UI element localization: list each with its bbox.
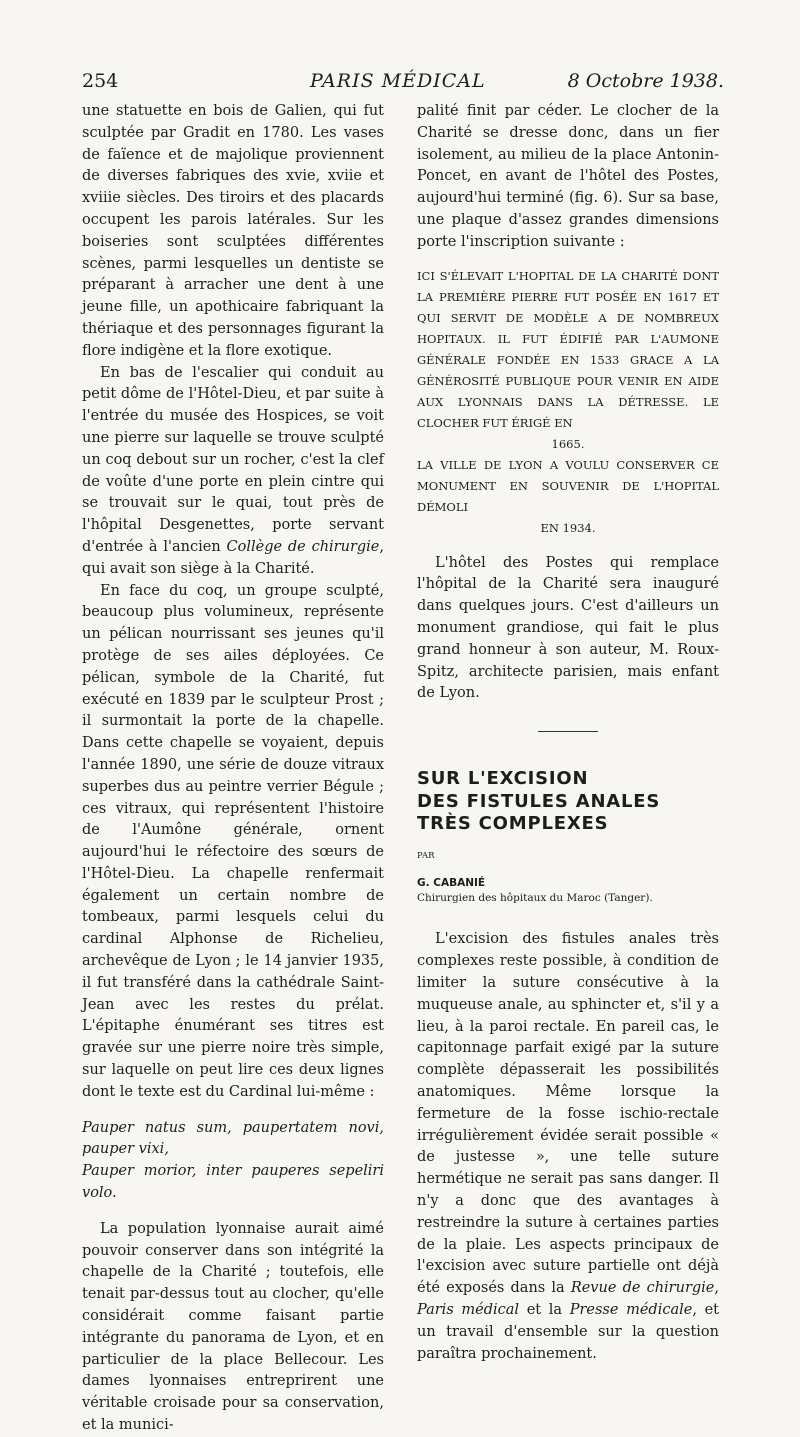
- paragraph-excision-mid: et la: [519, 1302, 570, 1318]
- inscription-year: 1665.: [551, 436, 585, 451]
- article-title-line-1: SUR L'EXCISION: [417, 768, 589, 790]
- section-divider: [538, 731, 598, 732]
- journal-ref-presse: Presse médicale: [569, 1302, 693, 1318]
- paragraph-escalier: [82, 363, 384, 581]
- inscription-block: [417, 266, 719, 539]
- byline-par: PAR: [417, 850, 435, 861]
- article-title-line-2: DES FISTULES ANALES: [417, 790, 661, 812]
- paragraph-pelican: En face du coq, un groupe sculpté, beaucoup plus volumineux, représente un pélican nourrissant ses jeunes qu'il protège de ses ailes déployées. Ce pélican, symbole de la Charité, fut exécuté en 1839 par le sculpteur Prost ; il surmontait la porte de la chapelle. Dans cette chapelle se voyaient, depuis l'année 1890, une série de douze vitraux superbes dus au peintre verrier Bégule ; ces vitraux, qui représentent l'histoire de l'Aumône générale, ornent aujourd'hui le réfectoire des sœurs de l'Hôtel-Dieu. La chapelle renfermait également un certain nombre de tombeaux, parmi lesquels celui du cardinal Alphonse de Richelieu, archevêque de Lyon ; le 14 janvier 1935, il fut transféré dans la cathédrale Saint-Jean avec les restes du prélat. L'épitaphe énumérant ses titres est gravée sur une pierre noire très simple, sur laquelle on peut lire ces deux lignes dont le texte est du Cardinal lui-même :: [82, 582, 384, 1100]
- inscription-text-2: LA VILLE DE LYON A VOULU CONSERVER CE MONUMENT EN SOUVENIR DE L'HOPITAL DÉMOLI: [417, 457, 719, 514]
- latin-epitaph-line-2: Pauper morior, inter pauperes sepeliri volo.: [82, 1163, 384, 1202]
- journal-ref-paris-medical: Paris médical: [417, 1302, 520, 1318]
- inscription-text-1: ICI S'ÉLEVAIT L'HOPITAL DE LA CHARITÉ DONT LA PREMIÈRE PIERRE FUT POSÉE EN 1617 ET QUI SERVIT DE MODÈLE A DE NOMBREUX HOPITAUX. IL FUT ÉDIFIÉ PAR L'AUMONE GÉNÉRALE FONDÉE EN 1533 GRACE A LA GÉNÉROSITÉ PUBLIQUE POUR VENIR EN AIDE AUX LYONNAIS DANS LA DÉTRESSE. LE CLOCHER FUT ÉRIGÉ EN: [417, 268, 719, 430]
- paragraph-escalier-end: , qui avait son siège à la Charité.: [82, 538, 384, 577]
- latin-epitaph-line-1: Pauper natus sum, paupertatem novi, pauper vixi,: [82, 1119, 384, 1158]
- paragraph-population: La population lyonnaise aurait aimé pouvoir conserver dans son intégrité la chapelle de la Charité ; toutefois, elle tenait par-dessus tout au clocher, qu'elle considérait comme faisant partie intégrante du panorama de Lyon, et en particulier de la place Bellecour. Les dames lyonnaises entreprirent une véritable croisade pour sa conservation, et la munici-: [82, 1220, 384, 1434]
- article-title-line-3: TRÈS COMPLEXES: [417, 813, 609, 835]
- paragraph-statuette: une statuette en bois de Galien, qui fut sculptée par Gradit en 1780. Les vases de faïence et de majolique proviennent de diverses fabriques des xvie, xviie et xviiie siècles. Des tiroirs et des placards occupent les parois latérales. Sur les boiseries sont sculptées différentes scènes, parmi lesquelles un dentiste se préparant à arracher une dent à une jeune fille, un apothicaire fabriquant la thériaque et des personnages figurant la flore indigène et la flore exotique.: [82, 103, 384, 359]
- journal-ref-revue: Revue de chirurgie: [570, 1280, 715, 1297]
- author-affiliation: Chirurgien des hôpitaux du Maroc (Tanger).: [417, 892, 653, 905]
- paragraph-excision: [417, 929, 719, 1365]
- left-column: [82, 101, 384, 1437]
- paragraph-excision-end: , et un travail d'ensemble sur la question paraîtra prochainement.: [417, 1302, 719, 1362]
- college-chirurgie-italic: Collège de chirurgie: [226, 538, 380, 555]
- author-name: G. CABANIÉ: [417, 877, 486, 890]
- paragraph-escalier-text: En bas de l'escalier qui conduit au petit dôme de l'Hôtel-Dieu, et par suite à l'entrée du musée des Hospices, se voit une pierre sur laquelle se trouve sculpté un coq debout sur un rocher, c'est la clef de voûte d'une porte en plein cintre qui se trouvait sur le quai, tout près de l'hôpital Desgenettes, porte servant d'entrée à l'ancien: [82, 364, 384, 555]
- issue-date: 8 Octobre 1938.: [567, 70, 724, 92]
- paragraph-excision-text: L'excision des fistules anales très complexes reste possible, à condition de limiter la suture consécutive à la muqueuse anale, au sphincter et, s'il y a lieu, à la paroi rectale. En pareil cas, le capitonnage parfait exigé par la suture complète dépasserait les possibilités anatomiques. Même lorsque la fermeture de la fosse ischio-rectale irrégulièrement évidée serait possible « de justesse », une telle suture hermétique ne serait pas sans danger. Il n'y a donc que des avantages à restreindre la suture à certaines parties de la plaie. Les aspects principaux de l'excision avec suture partielle ont déjà été exposés dans la: [417, 931, 719, 1297]
- paragraph-excision-sep: ,: [714, 1280, 719, 1297]
- journal-title: PARIS MÉDICAL: [310, 70, 486, 92]
- page-number: 254: [82, 70, 119, 92]
- right-column: [417, 101, 719, 1365]
- paragraph-clocher: palité finit par céder. Le clocher de la Charité se dresse donc, dans un fier isolement, au milieu de la place Antonin-Poncet, en avant de l'hôtel des Postes, aujourd'hui terminé (fig. 6). Sur sa base, une plaque d'assez grandes dimensions porte l'inscription suivante :: [417, 103, 719, 250]
- inscription-end: EN 1934.: [540, 520, 596, 535]
- running-header: [82, 70, 724, 98]
- paragraph-hotel-postes: L'hôtel des Postes qui remplace l'hôpital de la Charité sera inauguré dans quelques jours. C'est d'ailleurs un monument grandiose, qui fait le plus grand honneur à son auteur, M. Roux-Spitz, architecte parisien, mais enfant de Lyon.: [417, 554, 719, 702]
